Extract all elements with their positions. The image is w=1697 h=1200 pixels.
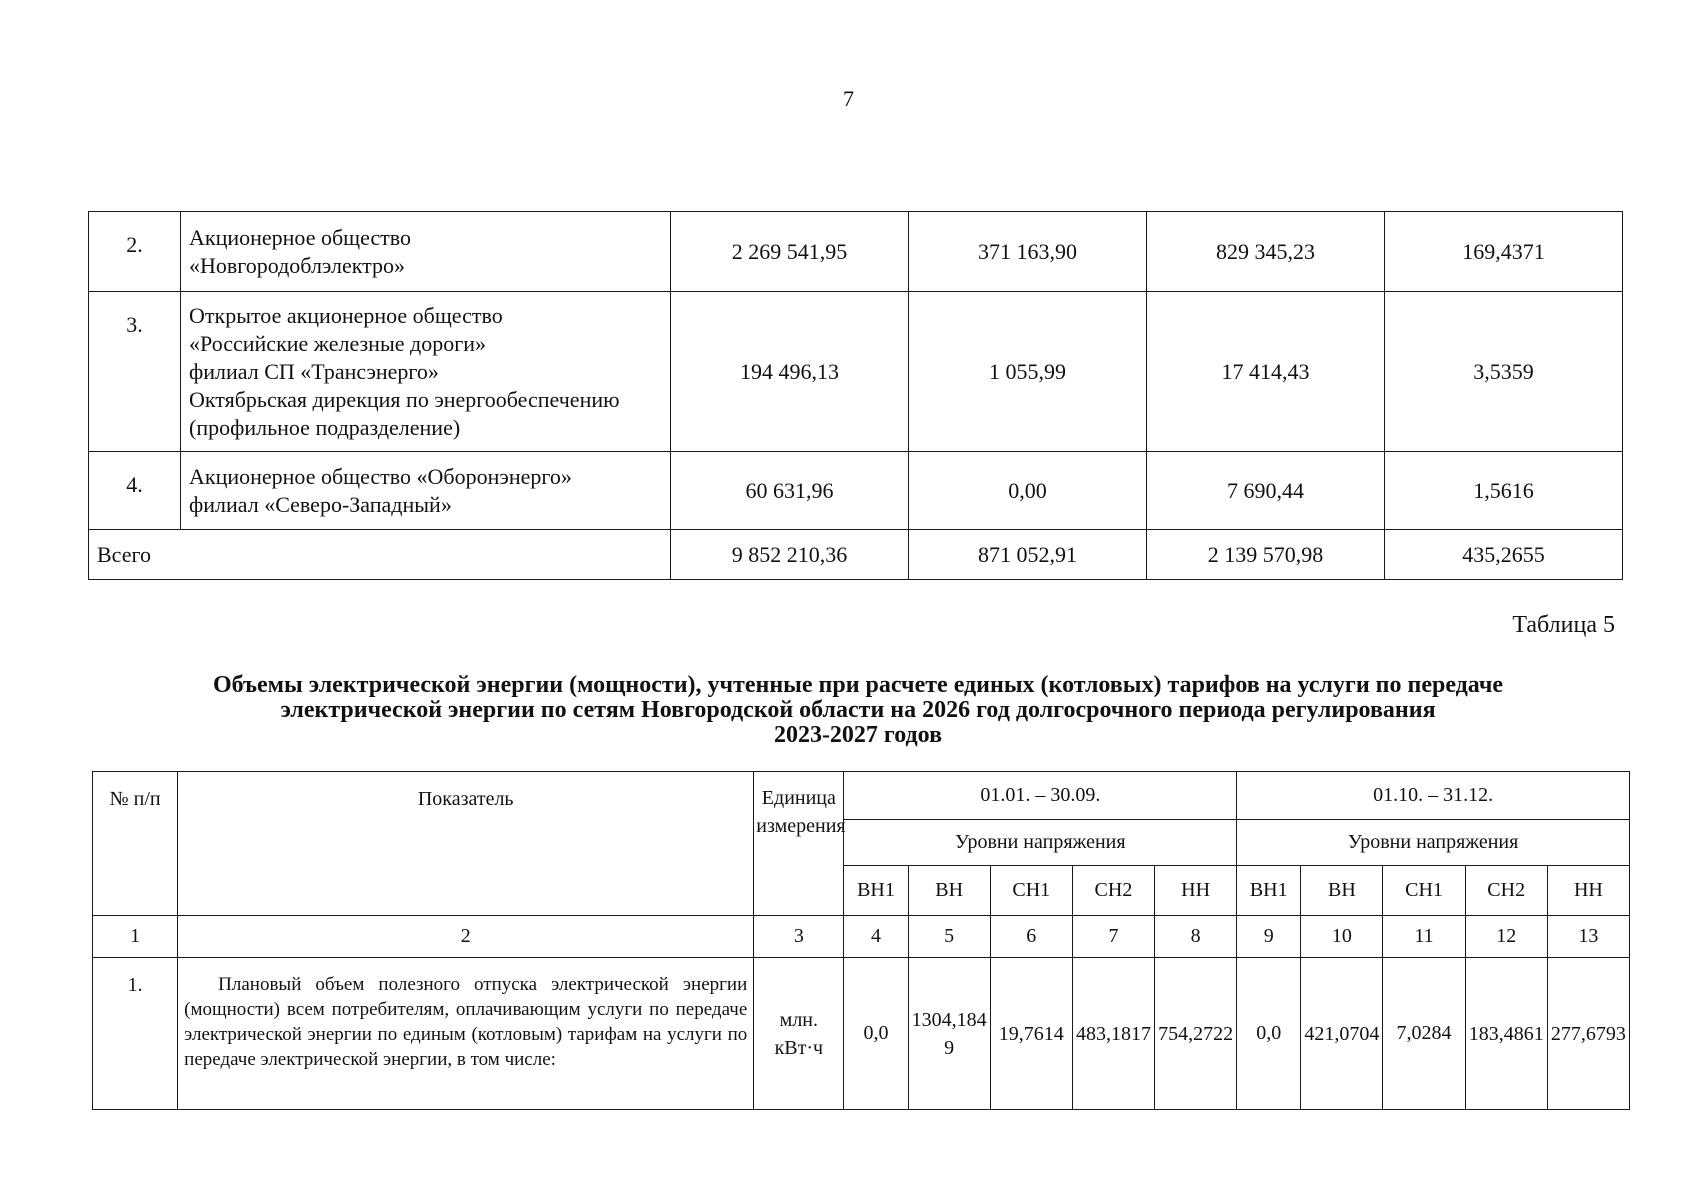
organization-name: [181, 452, 671, 530]
value-cell: 19,7614: [990, 958, 1072, 1110]
indicator-description: Плановый объем полезного отпуска электрической энергии (мощности) всем потребителям, оплачивающим услуги по передаче электрической энергии по единым (котловым) тарифам на услуги по передаче электрической энергии, в том числе:: [178, 958, 754, 1110]
value-cell: 17 414,43: [1147, 292, 1385, 452]
value-cell: 1 055,99: [909, 292, 1147, 452]
value-cell: 2 269 541,95: [671, 212, 909, 292]
total-value: 9 852 210,36: [671, 530, 909, 580]
header-voltage: СН1: [990, 866, 1072, 916]
organization-name-line: Акционерное общество «Оборонэнерго»: [189, 463, 572, 489]
total-value: 2 139 570,98: [1147, 530, 1385, 580]
total-value: 435,2655: [1385, 530, 1623, 580]
page-number: 7: [843, 86, 854, 111]
row-number: 4.: [89, 452, 181, 530]
value-cell: 277,6793: [1547, 958, 1629, 1110]
header-voltage-levels: Уровни напряжения: [844, 820, 1237, 866]
organization-name-line: филиал СП «Трансэнерго»: [189, 358, 439, 384]
header-row: [93, 772, 1630, 820]
header-voltage: ВН: [908, 866, 990, 916]
value-cell: 194 496,13: [671, 292, 909, 452]
unit-cell: млн. кВт·ч: [754, 958, 844, 1110]
value-cell: 371 163,90: [909, 212, 1147, 292]
row-number: 1.: [93, 958, 178, 1110]
organization-name-line: Открытое акционерное общество: [189, 302, 503, 328]
tariff-revenue-table-continuation: [88, 211, 1623, 580]
value-cell: 0,00: [909, 452, 1147, 530]
value-cell: 1,5616: [1385, 452, 1623, 530]
column-number-row: [93, 916, 1630, 958]
header-voltage: ВН1: [1237, 866, 1301, 916]
table-row: [89, 452, 1623, 530]
column-number: 7: [1072, 916, 1154, 958]
organization-name-line: «Российские железные дороги»: [189, 330, 486, 356]
value-cell: 169,4371: [1385, 212, 1623, 292]
column-number: 10: [1301, 916, 1383, 958]
column-number: 1: [93, 916, 178, 958]
header-unit: Единица измерения: [754, 772, 844, 916]
header-period-1: 01.01. – 30.09.: [844, 772, 1237, 820]
table-title-line: Объемы электрической энергии (мощности), учтенные при расчете единых (котловых) тарифов на услуги по передаче: [212, 672, 1504, 698]
column-number: 8: [1155, 916, 1237, 958]
value-cell: 829 345,23: [1147, 212, 1385, 292]
organization-name: [181, 212, 671, 292]
header-indicator: Показатель: [178, 772, 754, 916]
header-voltage: СН2: [1072, 866, 1154, 916]
value-cell: 754,2722: [1155, 958, 1237, 1110]
organization-name-line: «Новгородоблэлектро»: [189, 252, 406, 278]
row-number: 2.: [89, 212, 181, 292]
header-voltage: НН: [1155, 866, 1237, 916]
column-number: 5: [908, 916, 990, 958]
column-number: 9: [1237, 916, 1301, 958]
energy-volume-table: [92, 771, 1630, 1110]
total-label: Всего: [89, 530, 671, 580]
organization-name: [181, 292, 671, 452]
column-number: 6: [990, 916, 1072, 958]
table-title-line: 2023-2027 годов: [773, 722, 943, 748]
table-title-line: электрической энергии по сетям Новгородской области на 2026 год долгосрочного периода регулирования: [280, 697, 1436, 723]
organization-name-line: Акционерное общество: [189, 224, 412, 250]
value-cell: 483,1817: [1072, 958, 1154, 1110]
table-title: [88, 673, 1628, 748]
table-row: [93, 958, 1630, 1110]
column-number: 11: [1383, 916, 1465, 958]
value-cell: 7 690,44: [1147, 452, 1385, 530]
table-label: Таблица 5: [1512, 612, 1615, 638]
header-voltage: СН1: [1383, 866, 1465, 916]
column-number: 13: [1547, 916, 1629, 958]
header-period-2: 01.10. – 31.12.: [1237, 772, 1630, 820]
header-voltage: ВН1: [844, 866, 908, 916]
header-voltage: НН: [1547, 866, 1629, 916]
value-cell: 0,0: [844, 958, 908, 1110]
column-number: 2: [178, 916, 754, 958]
total-value: 871 052,91: [909, 530, 1147, 580]
organization-name-line: Октябрьская дирекция по энергообеспечению: [189, 386, 620, 412]
header-num: № п/п: [93, 772, 178, 916]
value-cell: 421,0704: [1301, 958, 1383, 1110]
value-cell: 7,0284: [1383, 958, 1465, 1110]
organization-name-line: (профильное подразделение): [189, 414, 461, 440]
total-row: [89, 530, 1623, 580]
value-cell: 60 631,96: [671, 452, 909, 530]
value-cell: 1304,1849: [908, 958, 990, 1110]
value-cell: 0,0: [1237, 958, 1301, 1110]
column-number: 3: [754, 916, 844, 958]
table-row: [89, 292, 1623, 452]
table-row: [89, 212, 1623, 292]
header-voltage: СН2: [1465, 866, 1547, 916]
header-voltage-levels: Уровни напряжения: [1237, 820, 1630, 866]
value-cell: 183,4861: [1465, 958, 1547, 1110]
row-number: 3.: [89, 292, 181, 452]
value-cell: 3,5359: [1385, 292, 1623, 452]
organization-name-line: филиал «Северо-Западный»: [189, 491, 452, 517]
header-voltage: ВН: [1301, 866, 1383, 916]
column-number: 4: [844, 916, 908, 958]
column-number: 12: [1465, 916, 1547, 958]
